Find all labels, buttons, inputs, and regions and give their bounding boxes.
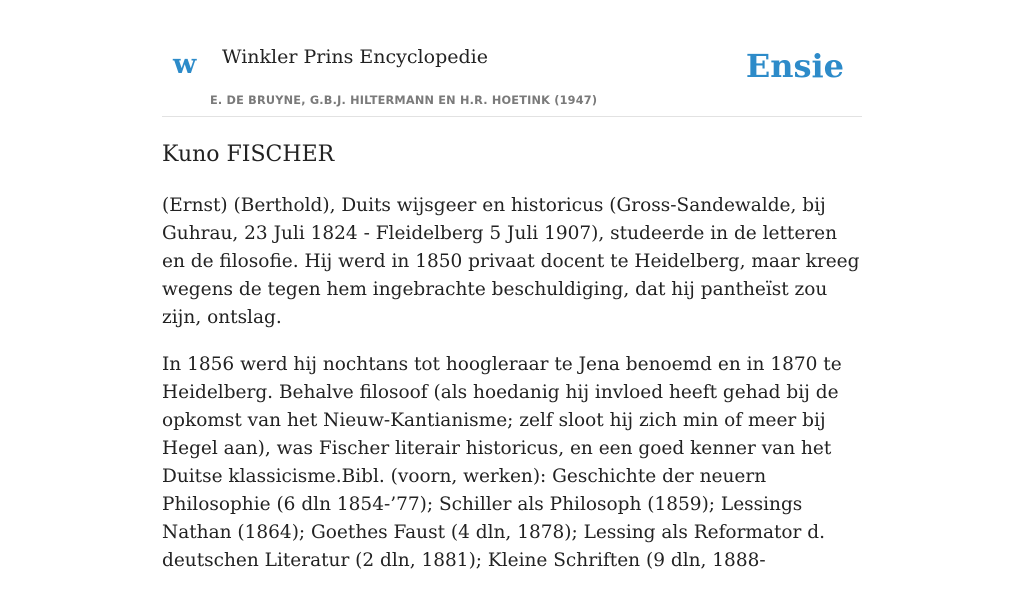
article	[162, 140, 862, 594]
article-body	[162, 192, 862, 575]
source-title[interactable]: Winkler Prins Encyclopedie	[222, 46, 488, 68]
article-paragraph: (Ernst) (Berthold), Duits wijsgeer en historicus (Gross-Sandewalde, bij Guhrau, 23 Juli 1824 - Fleidelberg 5 Juli 1907), studeerde in de letteren en de filosofie. Hij werd in 1850 privaat docent te Heidelberg, maar kreeg wegens de tegen hem ingebrachte beschuldiging, dat hij pantheïst zou zijn, ontslag.	[162, 195, 860, 328]
article-title: Kuno FISCHER	[162, 142, 335, 167]
article-paragraph: In 1856 werd hij nochtans tot hoogleraar te Jena benoemd en in 1870 te Heidelberg. Behalve filosoof (als hoedanig hij invloed heeft gehad bij de opkomst van het Nieuw-Kantianisme; zelf sloot hij zich min of meer bij Hegel aan), was Fischer literair historicus, en een goed kenner van het Duitse klassicisme.Bibl. (voorn, werken): Geschichte der neuern Philosophie (6 dln 1854-’77); Schiller als Philosoph (1859); Lessings Nathan (1864); Goethes Faust (4 dln, 1878); Lessing als Reformator d. deutschen Literatur (2 dln, 1881); Kleine Schriften (9 dln, 1888-	[162, 354, 842, 571]
source-logo-icon[interactable]: w	[173, 49, 197, 80]
source-header	[162, 36, 862, 117]
ensie-logo[interactable]: Ensie	[745, 47, 844, 85]
source-authors: E. DE BRUYNE, G.B.J. HILTERMANN EN H.R. HOETINK (1947)	[210, 94, 598, 107]
